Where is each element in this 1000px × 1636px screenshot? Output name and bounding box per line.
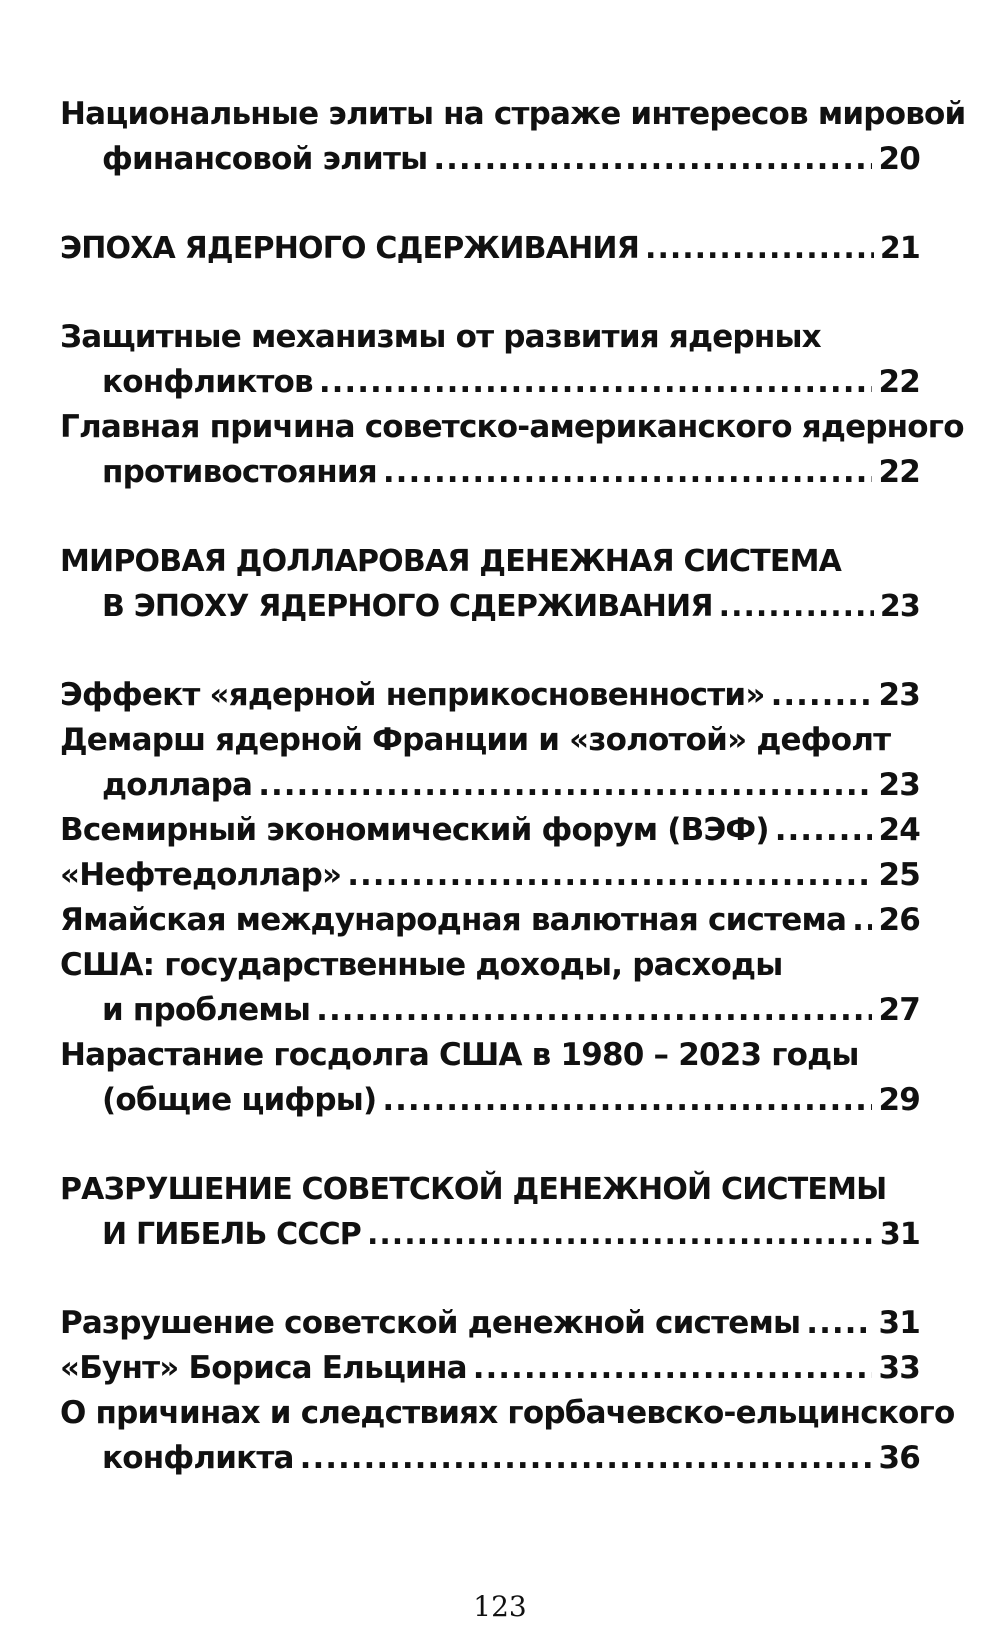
toc-entry-title: (общие цифры) <box>102 1082 377 1118</box>
toc-page-number: 31 <box>878 1305 920 1341</box>
toc-page-number: 23 <box>879 589 920 624</box>
toc-entry <box>60 1033 920 1123</box>
toc-entry <box>60 315 920 405</box>
leader-dots <box>852 898 872 943</box>
toc-page-number: 23 <box>878 767 920 803</box>
toc-entry <box>60 405 964 495</box>
toc-entry-title: Главная причина советско-американского ядерного <box>60 409 964 445</box>
toc-section-heading <box>60 1167 920 1257</box>
toc-entry-title: Всемирный экономический форум (ВЭФ) <box>60 812 769 848</box>
toc-entry-title: Защитные механизмы от развития ядерных <box>60 319 821 355</box>
toc-entry-title: «Нефтедоллар» <box>60 857 342 893</box>
leader-dots <box>719 584 874 629</box>
toc-entry <box>60 898 920 943</box>
toc-entry-title: РАЗРУШЕНИЕ СОВЕТСКОЙ ДЕНЕЖНОЙ СИСТЕМЫ <box>60 1172 887 1207</box>
toc-entry-title: США: государственные доходы, расходы <box>60 947 783 983</box>
leader-dots <box>383 450 873 495</box>
leader-dots <box>367 1212 874 1257</box>
leader-dots <box>319 360 873 405</box>
toc-entry <box>60 1391 955 1481</box>
toc-entry-title: Эффект «ядерной неприкосновенности» <box>60 677 765 713</box>
toc-entry <box>60 92 966 182</box>
toc-section-heading <box>60 226 920 271</box>
toc-section-heading <box>60 539 920 629</box>
toc-page-number: 27 <box>878 992 920 1028</box>
toc-entry-title: доллара <box>102 767 253 803</box>
toc-entry-title: ЭПОХА ЯДЕРНОГО СДЕРЖИВАНИЯ <box>60 231 640 266</box>
leader-dots <box>806 1301 872 1346</box>
toc-page-number: 33 <box>878 1350 920 1386</box>
toc-entry-title: конфликтов <box>102 364 313 400</box>
toc-entry-title: противостояния <box>102 454 377 490</box>
toc-entry <box>60 943 920 1033</box>
toc-entry <box>60 808 920 853</box>
toc-page-number: 21 <box>879 231 920 266</box>
toc-page-number: 25 <box>878 857 920 893</box>
toc-entry-title: Разрушение советской денежной системы <box>60 1305 801 1341</box>
toc-page-number: 31 <box>879 1217 920 1252</box>
toc-entry <box>60 1301 920 1346</box>
leader-dots <box>645 226 874 271</box>
toc-entry-title: Демарш ядерной Франции и «золотой» дефолт <box>60 722 891 758</box>
toc-entry-title: конфликта <box>102 1440 294 1476</box>
leader-dots <box>300 1436 873 1481</box>
toc-page-number: 29 <box>878 1082 920 1118</box>
leader-dots <box>433 137 872 182</box>
toc-entry-title: И ГИБЕЛЬ СССР <box>102 1217 361 1252</box>
toc-entry <box>60 718 920 808</box>
toc-page-number: 23 <box>878 677 920 713</box>
toc-entry-title: МИРОВАЯ ДОЛЛАРОВАЯ ДЕНЕЖНАЯ СИСТЕМА <box>60 544 842 579</box>
toc-entry-title: и проблемы <box>102 992 311 1028</box>
toc-entry-title: О причинах и следствиях горбачевско-ельцинского <box>60 1395 955 1431</box>
leader-dots <box>258 763 872 808</box>
toc-entry <box>60 853 920 898</box>
toc-entry-title: В ЭПОХУ ЯДЕРНОГО СДЕРЖИВАНИЯ <box>102 589 713 624</box>
leader-dots <box>473 1346 873 1391</box>
toc-entry-title: Ямайская международная валютная система <box>60 902 847 938</box>
table-of-contents <box>60 92 966 1481</box>
leader-dots <box>775 808 873 853</box>
toc-entry <box>60 673 920 718</box>
leader-dots <box>771 673 873 718</box>
toc-page-number: 22 <box>878 364 920 400</box>
page-number-footer: 123 <box>473 1590 527 1623</box>
leader-dots <box>382 1078 872 1123</box>
toc-page-number: 36 <box>878 1440 920 1476</box>
toc-page-number: 22 <box>878 454 920 490</box>
toc-page-number: 26 <box>878 902 920 938</box>
leader-dots <box>347 853 872 898</box>
toc-page-number: 20 <box>878 141 920 177</box>
leader-dots <box>316 988 872 1033</box>
toc-entry-title: Национальные элиты на страже интересов мировой <box>60 96 966 132</box>
toc-entry-title: финансовой элиты <box>102 141 428 177</box>
toc-entry <box>60 1346 920 1391</box>
toc-entry-title: Нарастание госдолга США в 1980 – 2023 годы <box>60 1037 859 1073</box>
toc-page-number: 24 <box>878 812 920 848</box>
toc-entry-title: «Бунт» Бориса Ельцина <box>60 1350 467 1386</box>
